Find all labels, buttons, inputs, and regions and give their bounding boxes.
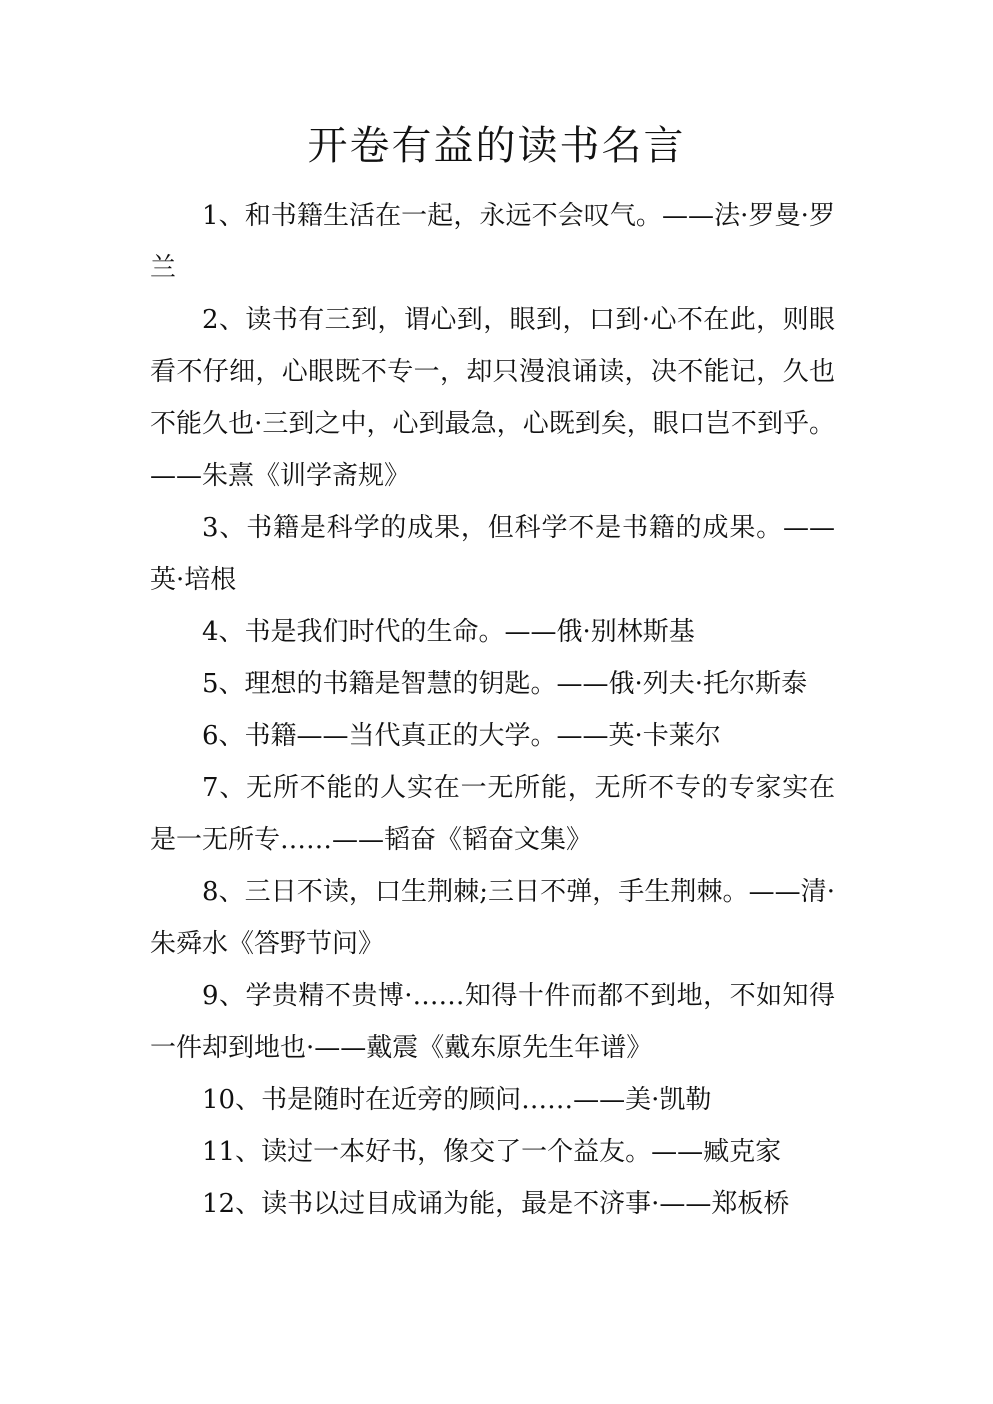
quote-item: 1、和书籍生活在一起，永远不会叹气。——法·罗曼·罗兰 bbox=[150, 201, 835, 283]
quote-item: 12、读书以过目成诵为能，最是不济事·——郑板桥 bbox=[202, 1189, 790, 1219]
quote-item: 8、三日不读，口生荆棘;三日不弹，手生荆棘。——清·朱舜水《答野节问》 bbox=[150, 877, 835, 959]
quote-list bbox=[150, 190, 835, 1230]
quote-item: 6、书籍——当代真正的大学。——英·卡莱尔 bbox=[202, 721, 721, 751]
quote-item: 2、读书有三到，谓心到，眼到，口到·心不在此，则眼看不仔细，心眼既不专一，却只漫浪诵读，决不能记，久也不能久也·三到之中，心到最急，心既到矣，眼口岂不到乎。——朱熹《训学斋规》 bbox=[150, 305, 835, 491]
quote-item: 9、学贵精不贵博·……知得十件而都不到地，不如知得一件却到地也·——戴震《戴东原先生年谱》 bbox=[150, 981, 835, 1063]
quote-item: 10、书是随时在近旁的顾问……——美·凯勒 bbox=[202, 1085, 712, 1115]
quote-item: 4、书是我们时代的生命。——俄·别林斯基 bbox=[202, 617, 695, 647]
quote-item: 5、理想的书籍是智慧的钥匙。——俄·列夫·托尔斯泰 bbox=[202, 669, 808, 699]
quote-item: 7、无所不能的人实在一无所能，无所不专的专家实在是一无所专……——韬奋《韬奋文集》 bbox=[150, 773, 835, 855]
document-title: 开卷有益的读书名言 bbox=[307, 123, 686, 169]
quote-item: 3、书籍是科学的成果，但科学不是书籍的成果。——英·培根 bbox=[150, 513, 835, 595]
quote-item: 11、读过一本好书，像交了一个益友。——臧克家 bbox=[202, 1137, 782, 1167]
